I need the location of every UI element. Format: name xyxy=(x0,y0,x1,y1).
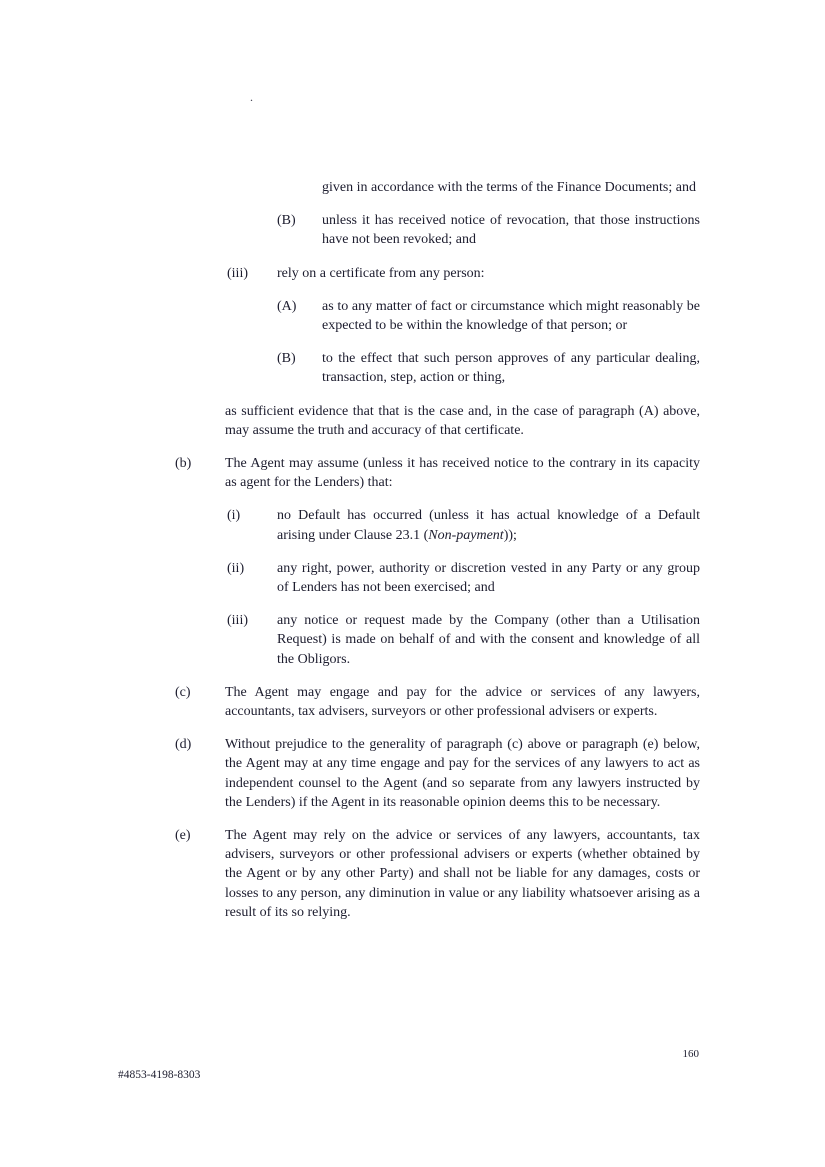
item-label: (c) xyxy=(175,684,191,700)
item-label: (e) xyxy=(175,828,191,844)
list-item xyxy=(175,454,700,492)
item-label: (iii) xyxy=(227,613,248,629)
item-text: any notice or request made by the Company (other than a Utilisation Request) is made on behalf of and with the consent and knowledge of all the Obligors. xyxy=(277,613,700,667)
item-text-italic: Non-payment xyxy=(428,527,504,543)
item-text: rely on a certificate from any person: xyxy=(277,265,485,281)
item-text: The Agent may engage and pay for the advice or services of any lawyers, accountants, tax advisers, surveyors or other professional advisers or experts. xyxy=(225,684,700,720)
item-text: as to any matter of fact or circumstance which might reasonably be expected to be within the knowledge of that person; or xyxy=(322,298,700,334)
item-text xyxy=(277,506,700,544)
list-item xyxy=(277,211,700,249)
list-item xyxy=(277,349,700,387)
item-label: (i) xyxy=(227,508,241,524)
list-item xyxy=(227,559,700,597)
list-item xyxy=(175,826,700,922)
continuation-paragraph: given in accordance with the terms of the Finance Documents; and xyxy=(322,180,696,195)
list-item xyxy=(227,611,700,669)
item-text: any right, power, authority or discretion vested in any Party or any group of Lenders has not been exercised; and xyxy=(277,560,700,596)
document-body xyxy=(0,178,700,936)
list-item xyxy=(175,683,700,721)
list-item xyxy=(227,506,700,544)
item-text: Without prejudice to the generality of paragraph (c) above or paragraph (e) below, the Agent may at any time engage and pay for the services of any lawyers to act as independent counsel to the Agent (and so separate from any lawyers instructed by the Lenders) if the Agent in its reasonable opinion deems this to be necessary. xyxy=(225,737,700,810)
list-item xyxy=(227,264,700,283)
list-item xyxy=(277,297,700,335)
stray-mark: . xyxy=(250,90,253,104)
item-label: (iii) xyxy=(227,265,248,281)
list-item xyxy=(175,735,700,812)
item-label: (b) xyxy=(175,456,192,472)
item-text: The Agent may rely on the advice or services of any lawyers, accountants, tax advisers, surveyors or other professional advisers or experts (whether obtained by the Agent or by any other Party) and shall not be liable for any damages, costs or losses to any person, any diminution in value or any liability whatsoever arising as a result of its so relying. xyxy=(225,828,700,920)
item-label: (B) xyxy=(277,351,296,367)
item-text: to the effect that such person approves of any particular dealing, transaction, step, action or thing, xyxy=(322,351,700,386)
item-label: (B) xyxy=(277,213,296,229)
item-label: (ii) xyxy=(227,560,245,576)
continuation-paragraph: as sufficient evidence that that is the case and, in the case of paragraph (A) above, may assume the truth and accuracy of that certificate. xyxy=(225,403,700,438)
item-text: The Agent may assume (unless it has received notice to the contrary in its capacity as agent for the Lenders) that: xyxy=(225,456,700,491)
document-id: #4853-4198-8303 xyxy=(118,1069,201,1081)
item-text-after: )); xyxy=(503,527,517,543)
page-number: 160 xyxy=(682,1048,699,1060)
item-text-before: no Default has occurred (unless it has actual knowledge of a Default arising under Clause 23.1 ( xyxy=(277,508,700,543)
item-label: (d) xyxy=(175,737,192,753)
item-label: (A) xyxy=(277,298,297,314)
item-text: unless it has received notice of revocation, that those instructions have not been revoked; and xyxy=(322,213,700,248)
